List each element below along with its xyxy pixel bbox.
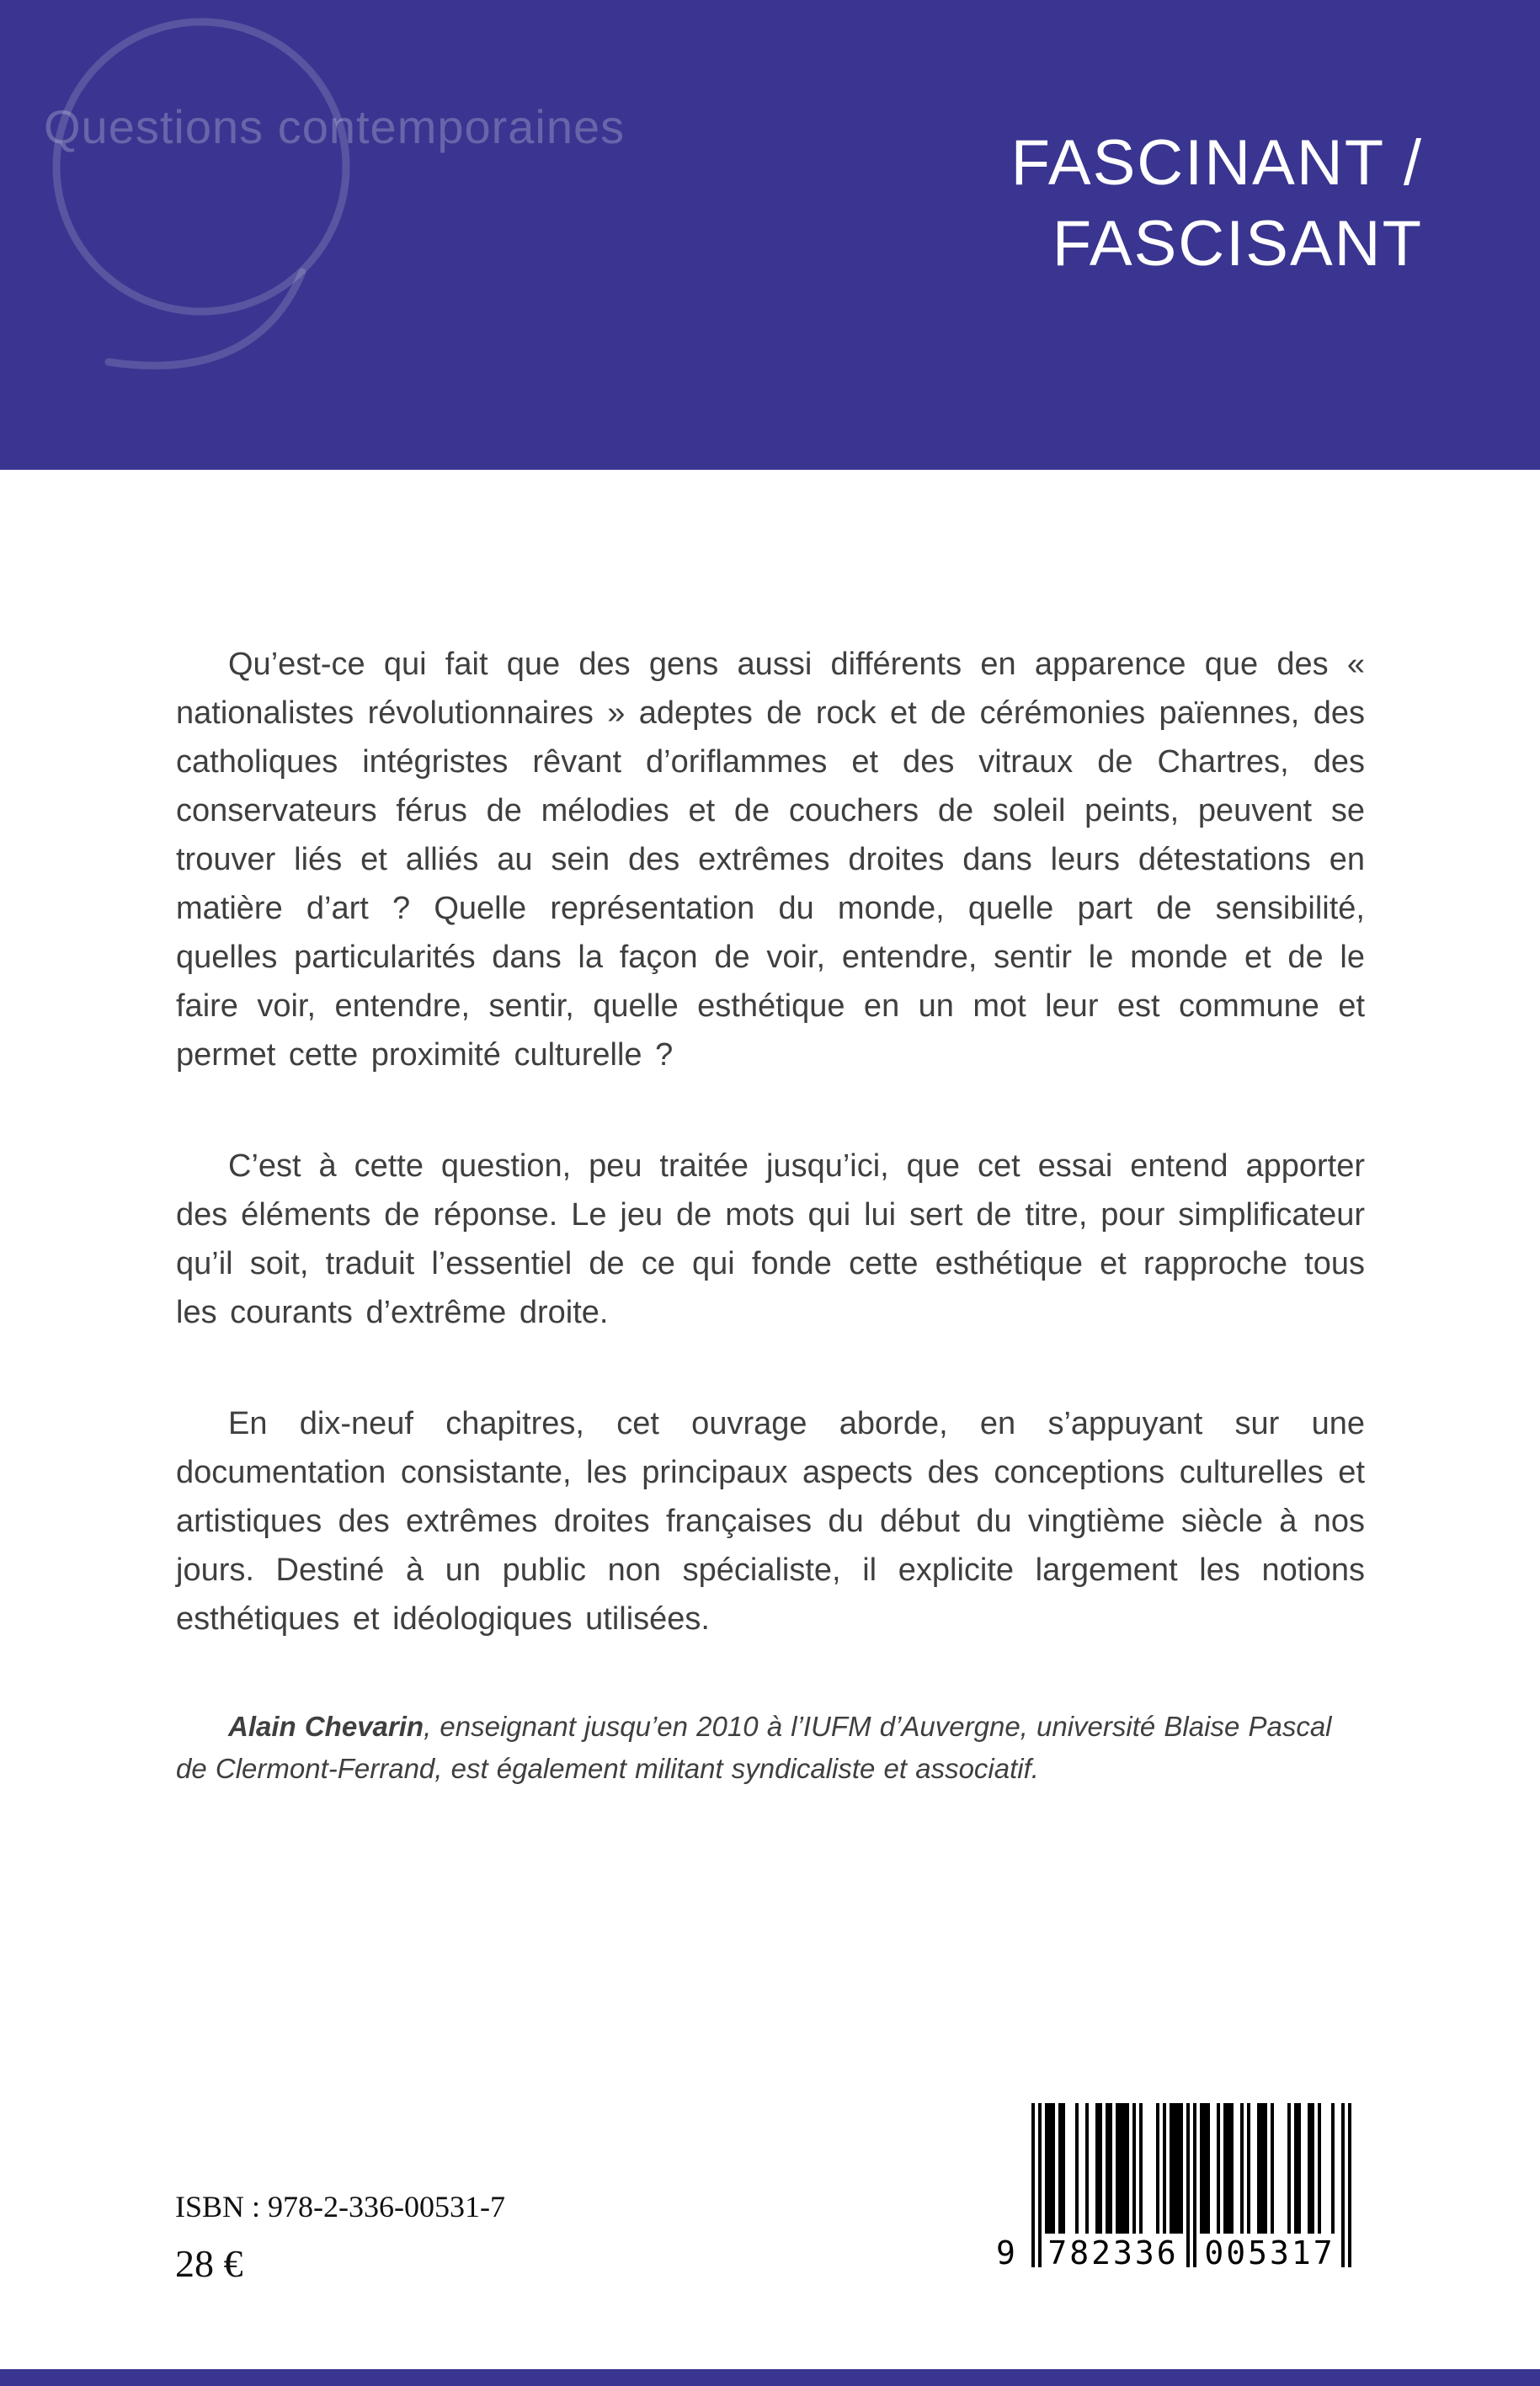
paragraph: C’est à cette question, peu traitée jusqu’ici, que cet essai entend apporter des éléments de réponse. Le jeu de mots qui lui sert de titre, pour simplificateur qu’il soit, traduit l’essentiel de ce qui fonde cette esthétique et rapproche tous les courants d’extrême droite. xyxy=(176,1148,1365,1330)
book-title-line1: FASCINANT / xyxy=(1010,127,1423,199)
header-band xyxy=(0,0,1540,470)
author-bio xyxy=(176,1706,1365,1790)
back-cover-text xyxy=(176,640,1365,1852)
barcode xyxy=(996,2103,1351,2282)
isbn-label: ISBN : 978-2-336-00531-7 xyxy=(175,2190,505,2224)
barcode-left-digits: 782336 xyxy=(1047,2234,1179,2271)
barcode-first-digit: 9 xyxy=(996,2234,1015,2271)
paragraph: Qu’est-ce qui fait que des gens aussi différents en apparence que des « nationalistes révolutionnaires » adeptes de rock et de cérémonies païennes, des catholiques intégristes rêvant d’oriflammes et des vitraux de Chartres, des conservateurs férus de mélodies et de couchers de soleil peints, peuvent se trouver liés et alliés au sein des extrêmes droites dans leurs détestations en matière d’art ? Quelle représentation du monde, quelle part de sensibilité, quelles particularités dans la façon de voir, entendre, sentir le monde et de le faire voir, entendre, sentir, quelle esthétique en un mot leur est commune et permet cette proximité culturelle ? xyxy=(176,647,1365,1073)
bottom-band xyxy=(0,2369,1540,2386)
paragraph: En dix-neuf chapitres, cet ouvrage aborde, en s’appuyant sur une documentation consistante, les principaux aspects des conceptions culturelles et artistiques des extrêmes droites françaises du début du vingtième siècle à nos jours. Destiné à un public non spécialiste, il explicite largement les notions esthétiques et idéologiques utilisées. xyxy=(176,1406,1365,1637)
book-title-line2: FASCISANT xyxy=(1052,208,1423,280)
author-name: Alain Chevarin xyxy=(228,1711,424,1742)
book-title xyxy=(1011,123,1423,285)
q-logo-icon xyxy=(12,7,416,411)
barcode-right-digits: 005317 xyxy=(1204,2234,1335,2271)
price-label: 28 € xyxy=(175,2242,243,2285)
author-bio-text: , enseignant jusqu’en 2010 à l’IUFM d’Auvergne, université Blaise Pascal de Clermont-Ferrand, est également militant syndicaliste et associatif. xyxy=(176,1711,1332,1784)
collection-name: Questions contemporaines xyxy=(44,100,626,153)
